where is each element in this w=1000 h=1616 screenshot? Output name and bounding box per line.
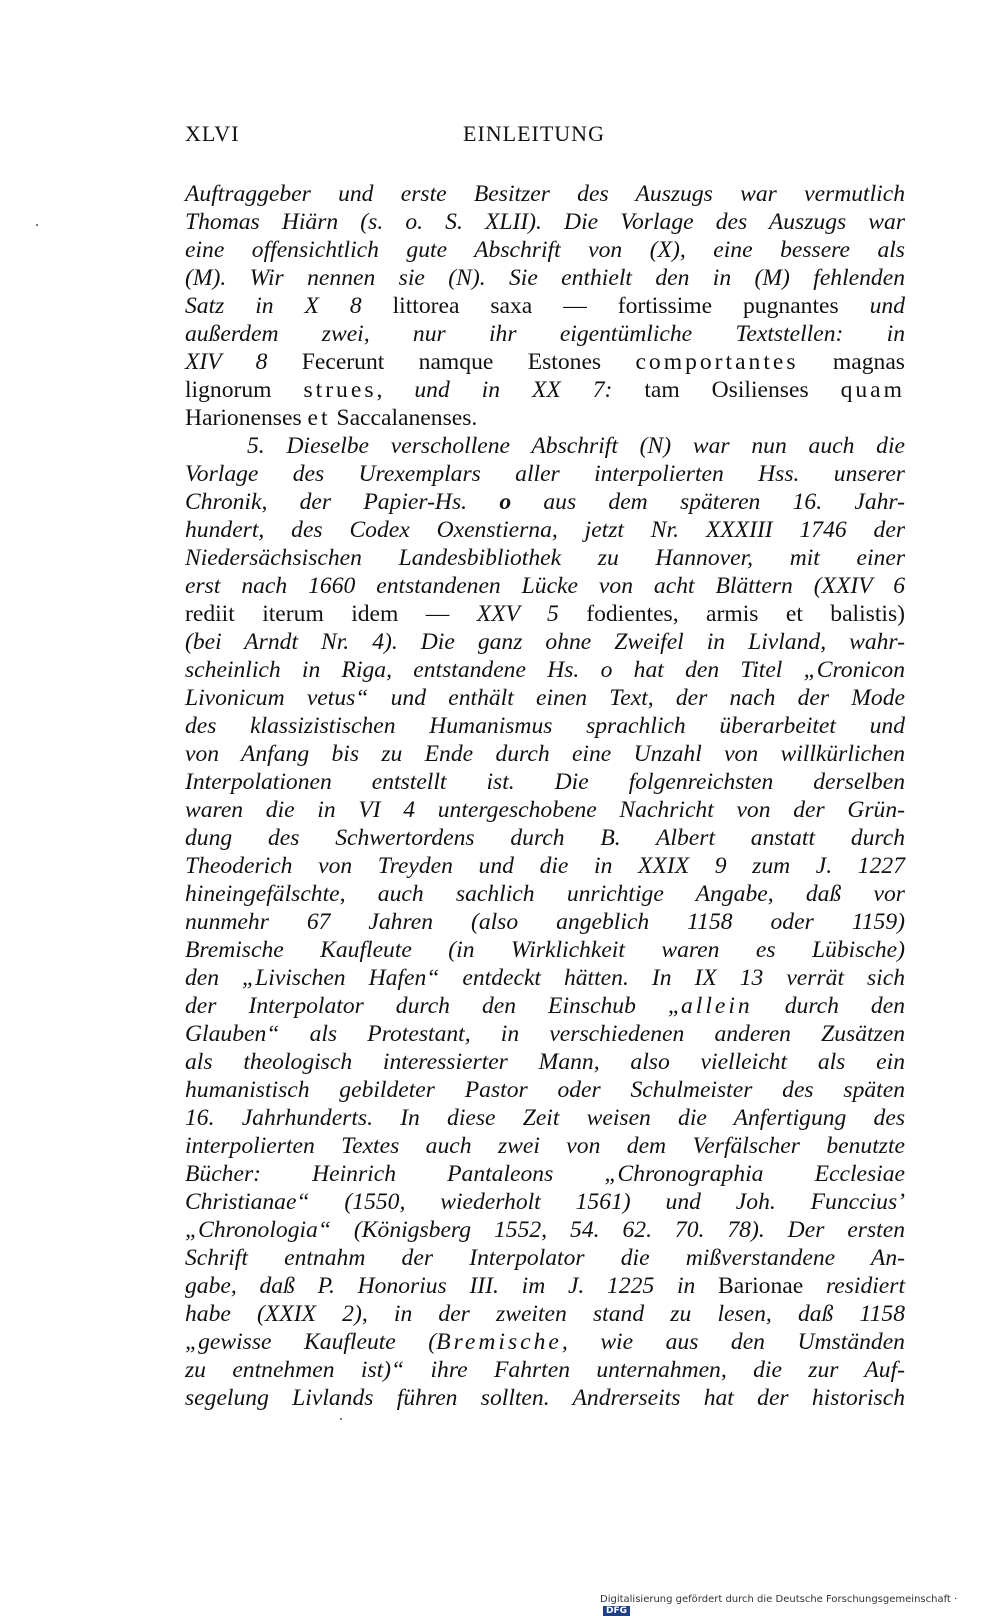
text-line bbox=[185, 768, 905, 796]
text-segment: Bücher: Heinrich Pantaleons „Chronographia Ecclesiae bbox=[185, 1161, 905, 1187]
text-segment: außerdem zwei, nur ihr eigentümliche Textstellen: in bbox=[185, 321, 905, 347]
text-segment: magnas bbox=[798, 349, 905, 375]
text-line bbox=[185, 1300, 905, 1328]
text-segment: interpolierten Textes auch zwei von dem Verfälscher benutzte bbox=[185, 1133, 905, 1159]
text-line bbox=[185, 1132, 905, 1160]
text-line bbox=[185, 376, 905, 404]
scan-speck bbox=[36, 224, 38, 226]
text-segment: den „Livischen Hafen“ entdeckt hätten. In IX 13 verrät sich bbox=[185, 965, 905, 991]
text-line bbox=[185, 1104, 905, 1132]
text-line bbox=[185, 572, 905, 600]
text-segment: fodientes, armis et balistis) bbox=[586, 601, 906, 627]
text-segment: Christianae“ (1550, wiederholt 1561) und Joh. Funccius’ bbox=[185, 1189, 905, 1215]
text-segment: o bbox=[499, 489, 512, 515]
text-line bbox=[185, 880, 905, 908]
text-segment: segelung Livlands führen sollten. Andrerseits hat der historisch bbox=[185, 1385, 905, 1411]
text-segment: nunmehr 67 Jahren (also angeblich 1158 oder 1159) bbox=[185, 909, 905, 935]
text-segment: und bbox=[869, 293, 905, 319]
running-title: EINLEITUNG bbox=[463, 121, 605, 146]
text-line bbox=[185, 992, 905, 1020]
text-segment: erst nach 1660 entstandenen Lücke von acht Blättern (XXIV 6 bbox=[185, 573, 905, 599]
text-segment: Thomas Hiärn (s. o. S. XLII). Die Vorlage des Auszugs war bbox=[185, 209, 905, 235]
text-line bbox=[185, 1272, 905, 1300]
text-segment: Bremische Kaufleute (in Wirklichkeit waren es Lübische) bbox=[185, 937, 905, 963]
text-segment: Theoderich von Treyden und die in XXIX 9 zum J. 1227 bbox=[185, 853, 905, 879]
text-segment: XIV 8 bbox=[185, 349, 302, 375]
text-segment: et bbox=[307, 405, 331, 431]
text-segment: von Anfang bis zu Ende durch eine Unzahl von willkürlichen bbox=[185, 741, 905, 767]
text-segment: Chronik, der Papier-Hs. bbox=[185, 489, 500, 515]
text-line bbox=[185, 1216, 905, 1244]
text-segment: 16. Jahrhunderts. In diese Zeit weisen die Anfertigung des bbox=[185, 1105, 905, 1131]
text-line bbox=[185, 348, 905, 376]
text-line bbox=[185, 544, 905, 572]
text-line bbox=[185, 1244, 905, 1272]
text-segment: lignorum bbox=[185, 377, 304, 403]
text-line bbox=[185, 600, 905, 628]
text-segment: Bremische bbox=[436, 1329, 562, 1355]
text-line bbox=[185, 264, 905, 292]
text-segment: des klassizistischen Humanismus sprachlich überarbeitet und bbox=[185, 713, 905, 739]
text-segment: hineingefälschte, auch sachlich unrichtige Angabe, daß vor bbox=[185, 881, 905, 907]
text-segment: Auftraggeber und erste Besitzer des Auszugs war vermutlich bbox=[185, 181, 905, 207]
text-segment: der Interpolator durch den Einschub „ bbox=[185, 993, 681, 1019]
text-line bbox=[185, 208, 905, 236]
text-segment: tam Osilienses bbox=[644, 377, 841, 403]
text-line bbox=[185, 796, 905, 824]
text-segment: und in XX 7: bbox=[414, 377, 645, 403]
text-line bbox=[185, 488, 905, 516]
text-segment: humanistisch gebildeter Pastor oder Schulmeister des späten bbox=[185, 1077, 905, 1103]
text-segment: quam bbox=[840, 377, 905, 403]
text-segment: , wie aus den Umständen bbox=[561, 1329, 905, 1355]
text-line bbox=[185, 1384, 905, 1412]
text-segment: 5. Dieselbe verschollene Abschrift (N) war nun auch die bbox=[247, 433, 905, 459]
text-segment: eine offensichtlich gute Abschrift von (X), eine bessere als bbox=[185, 237, 905, 263]
text-segment: Saccalanenses. bbox=[330, 405, 478, 431]
text-line bbox=[185, 1076, 905, 1104]
body-text bbox=[185, 180, 905, 1412]
text-segment: Niedersächsischen Landesbibliothek zu Hannover, mit einer bbox=[185, 545, 905, 571]
text-segment: Fecerunt namque Estones bbox=[301, 349, 636, 375]
dfg-logo: DFG bbox=[603, 1606, 630, 1616]
text-segment: (bei Arndt Nr. 4). Die ganz ohne Zweifel in Livland, wahr- bbox=[185, 629, 905, 655]
text-line bbox=[185, 1188, 905, 1216]
text-segment: „gewisse Kaufleute ( bbox=[185, 1329, 437, 1355]
text-segment: Livonicum vetus“ und enthält einen Text, der nach der Mode bbox=[185, 685, 905, 711]
text-line bbox=[185, 936, 905, 964]
text-segment: XXV 5 bbox=[476, 601, 587, 627]
text-line bbox=[185, 460, 905, 488]
text-line bbox=[185, 1356, 905, 1384]
text-segment: Interpolationen entstellt ist. Die folgenreichsten derselben bbox=[185, 769, 905, 795]
text-segment: Barionae bbox=[718, 1273, 826, 1299]
text-line bbox=[185, 236, 905, 264]
text-line bbox=[185, 908, 905, 936]
text-segment: comportantes bbox=[635, 349, 799, 375]
text-segment: dung des Schwertordens durch B. Albert anstatt durch bbox=[185, 825, 905, 851]
text-line bbox=[185, 656, 905, 684]
text-line bbox=[185, 1048, 905, 1076]
text-segment: „Chronologia“ (Königsberg 1552, 54. 62. 70. 78). Der ersten bbox=[185, 1217, 905, 1243]
text-segment: scheinlich in Riga, entstandene Hs. o hat den Titel „Cronicon bbox=[185, 657, 905, 683]
text-line bbox=[185, 516, 905, 544]
digitization-credit bbox=[600, 1594, 990, 1616]
text-line bbox=[185, 740, 905, 768]
text-line bbox=[185, 1328, 905, 1356]
text-line bbox=[185, 432, 905, 460]
text-segment: allein bbox=[681, 993, 753, 1019]
text-segment: (M). Wir nennen sie (N). Sie enthielt den in (M) fehlenden bbox=[185, 265, 905, 291]
text-segment: , bbox=[376, 377, 415, 403]
credit-text: Digitalisierung gefördert durch die Deutsche Forschungsgemeinschaft · bbox=[600, 1594, 958, 1605]
text-line bbox=[185, 684, 905, 712]
text-line bbox=[185, 712, 905, 740]
text-segment: Satz in X 8 bbox=[185, 293, 393, 319]
text-line bbox=[185, 964, 905, 992]
text-segment: hundert, des Codex Oxenstierna, jetzt Nr. XXXIII 1746 der bbox=[185, 517, 905, 543]
text-line bbox=[185, 628, 905, 656]
text-line bbox=[185, 852, 905, 880]
text-segment: durch den bbox=[752, 993, 905, 1019]
text-line bbox=[185, 180, 905, 208]
text-segment: aus dem späteren 16. Jahr- bbox=[511, 489, 905, 515]
text-segment: rediit iterum idem — bbox=[185, 601, 477, 627]
text-segment: waren die in VI 4 untergeschobene Nachricht von der Grün- bbox=[185, 797, 905, 823]
text-segment: Schrift entnahm der Interpolator die mißverstandene An- bbox=[185, 1245, 905, 1271]
text-segment: strues bbox=[303, 377, 377, 403]
text-segment: Vorlage des Urexemplars aller interpolierten Hss. unserer bbox=[185, 461, 905, 487]
text-segment: residiert bbox=[825, 1273, 906, 1299]
text-line bbox=[185, 404, 905, 432]
text-line bbox=[185, 292, 905, 320]
text-line bbox=[185, 824, 905, 852]
text-line bbox=[185, 320, 905, 348]
text-line bbox=[185, 1160, 905, 1188]
text-segment: littorea saxa — fortissime pugnantes bbox=[392, 293, 870, 319]
text-segment: Glauben“ als Protestant, in verschiedenen anderen Zusätzen bbox=[185, 1021, 905, 1047]
text-segment: zu entnehmen ist)“ ihre Fahrten unternahmen, die zur Auf- bbox=[185, 1357, 905, 1383]
text-segment: als theologisch interessierter Mann, also vielleicht als ein bbox=[185, 1049, 905, 1075]
page-number: XLVI bbox=[185, 121, 240, 146]
text-line bbox=[185, 1020, 905, 1048]
text-segment: Harionenses bbox=[185, 405, 308, 431]
text-segment: habe (XXIX 2), in der zweiten stand zu lesen, daß 1158 bbox=[185, 1301, 905, 1327]
text-segment: gabe, daß P. Honorius III. im J. 1225 in bbox=[185, 1273, 719, 1299]
scan-speck bbox=[340, 1418, 342, 1420]
